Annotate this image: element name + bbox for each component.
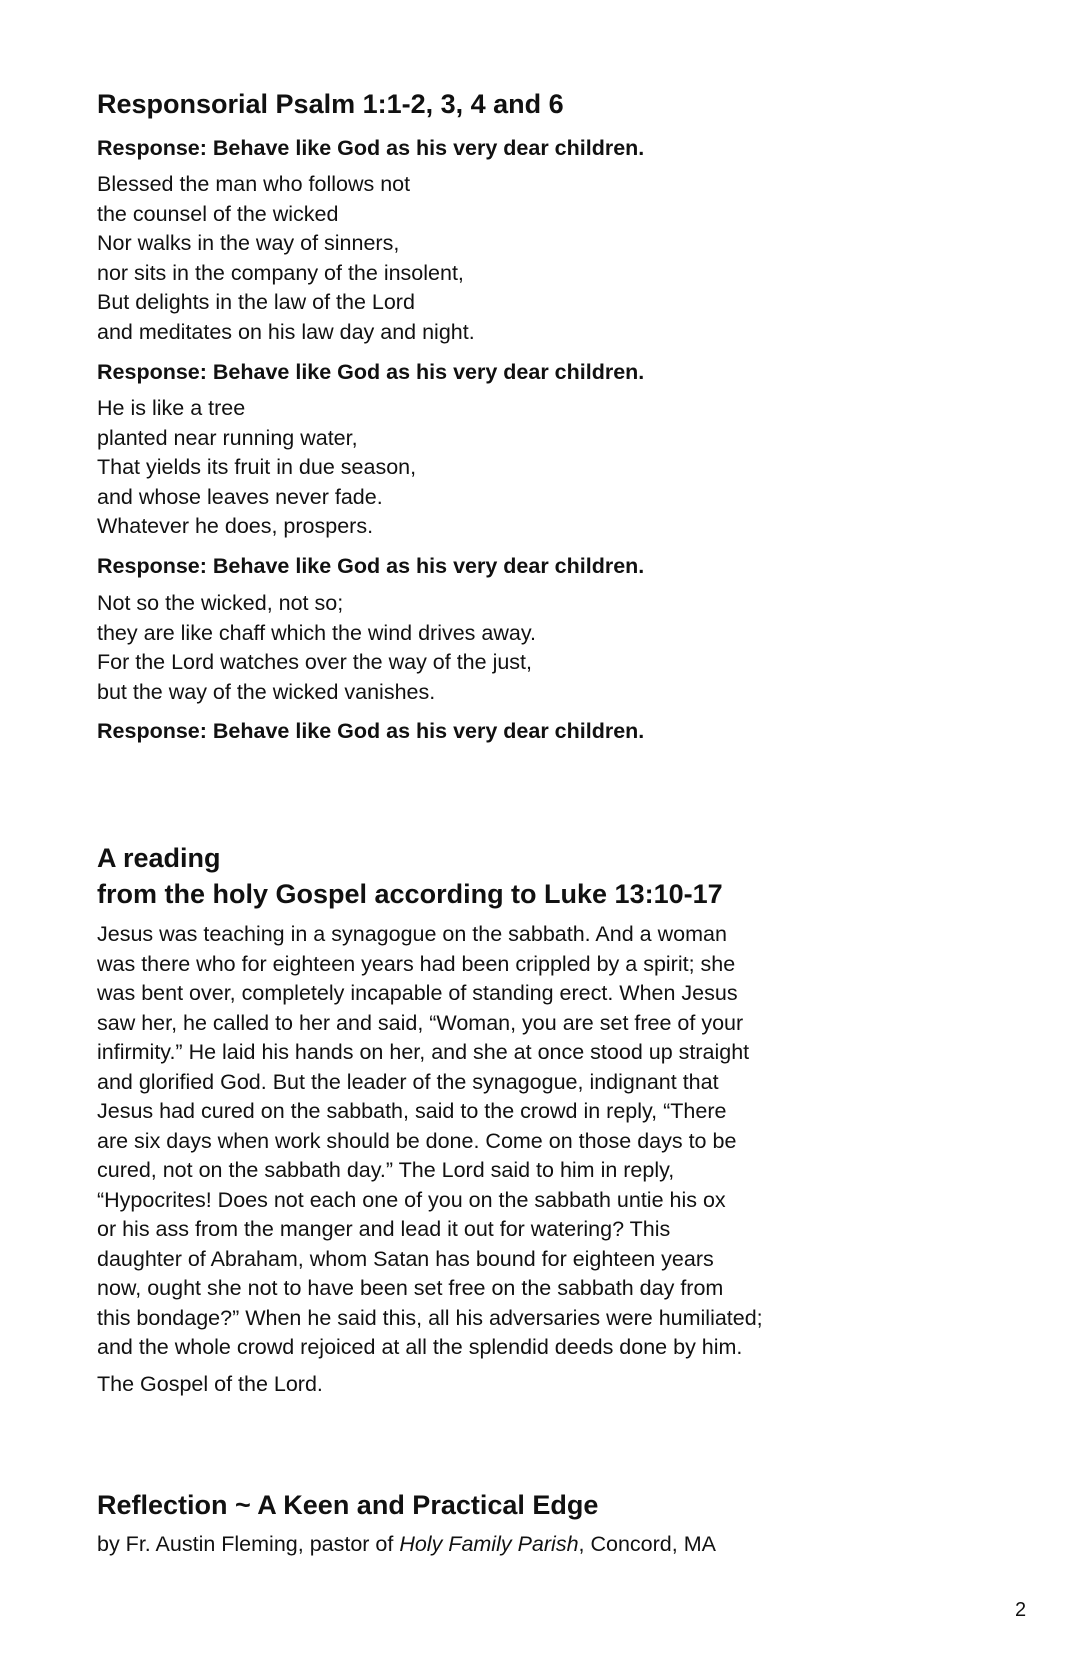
stanza-line: planted near running water,: [97, 425, 358, 450]
gospel-line: was bent over, completely incapable of standing erect. When Jesus: [97, 981, 738, 1005]
stanza-line: nor sits in the company of the insolent,: [97, 260, 464, 285]
stanza-line: the counsel of the wicked: [97, 201, 339, 226]
gospel-line: Jesus had cured on the sabbath, said to the crowd in reply, “There: [97, 1099, 727, 1123]
gospel-line: or his ass from the manger and lead it out for watering? This: [97, 1217, 671, 1241]
stanza-line: and meditates on his law day and night.: [97, 319, 475, 344]
stanza-line: but the way of the wicked vanishes.: [97, 679, 436, 704]
psalm-stanza-2: [97, 394, 416, 542]
stanza-line: Whatever he does, prospers.: [97, 514, 374, 538]
psalm-stanza-3: [97, 589, 536, 707]
psalm-response-3: Response: Behave like God as his very dear children.: [97, 554, 645, 578]
stanza-line: and whose leaves never fade.: [97, 484, 383, 509]
gospel-line: was there who for eighteen years had been crippled by a spirit; she: [97, 951, 736, 976]
psalm-stanza-1: [97, 170, 475, 347]
reflection-byline: [97, 1529, 716, 1559]
stanza-line: Not so the wicked, not so;: [97, 591, 344, 615]
gospel-line: cured, not on the sabbath day.” The Lord said to him in reply,: [97, 1158, 675, 1182]
gospel-line: daughter of Abraham, whom Satan has bound for eighteen years: [97, 1246, 714, 1271]
gospel-line: this bondage?” When he said this, all his adversaries were humiliated;: [97, 1305, 763, 1330]
stanza-line: He is like a tree: [97, 396, 246, 420]
gospel-line: “Hypocrites! Does not each one of you on the sabbath untie his ox: [97, 1187, 726, 1212]
gospel-line: and glorified God. But the leader of the synagogue, indignant that: [97, 1069, 719, 1094]
gospel-title-line-1: A reading: [97, 843, 221, 873]
stanza-line: For the Lord watches over the way of the just,: [97, 650, 532, 674]
psalm-response-2: Response: Behave like God as his very dear children.: [97, 360, 645, 384]
gospel-text: [97, 920, 763, 1363]
gospel-line: infirmity.” He laid his hands on her, and she at once stood up straight: [97, 1040, 750, 1064]
stanza-line: That yields its fruit in due season,: [97, 455, 417, 479]
stanza-line: they are like chaff which the wind drives away.: [97, 620, 536, 645]
gospel-line: Jesus was teaching in a synagogue on the sabbath. And a woman: [97, 922, 727, 946]
gospel-closing: The Gospel of the Lord.: [97, 1372, 323, 1396]
gospel-line: are six days when work should be done. Come on those days to be: [97, 1128, 737, 1153]
reflection-title: Reflection ~ A Keen and Practical Edge: [97, 1490, 599, 1520]
byline-prefix: by Fr. Austin Fleming, pastor of: [97, 1532, 400, 1556]
psalm-response-4: Response: Behave like God as his very dear children.: [97, 719, 645, 743]
gospel-title-line-2: from the holy Gospel according to Luke 13:10-17: [97, 879, 723, 909]
parish-name: Holy Family Parish: [399, 1532, 579, 1556]
byline-suffix: , Concord, MA: [578, 1532, 716, 1556]
page-number: 2: [1015, 1599, 1027, 1621]
stanza-line: Blessed the man who follows not: [97, 172, 411, 196]
gospel-line: and the whole crowd rejoiced at all the splendid deeds done by him.: [97, 1335, 743, 1359]
stanza-line: But delights in the law of the Lord: [97, 290, 415, 314]
psalm-response-1: Response: Behave like God as his very dear children.: [97, 136, 645, 160]
gospel-line: saw her, he called to her and said, “Woman, you are set free of your: [97, 1010, 744, 1035]
psalm-title: Responsorial Psalm 1:1-2, 3, 4 and 6: [97, 89, 564, 119]
stanza-line: Nor walks in the way of sinners,: [97, 231, 400, 255]
gospel-line: now, ought she not to have been set free on the sabbath day from: [97, 1276, 724, 1300]
